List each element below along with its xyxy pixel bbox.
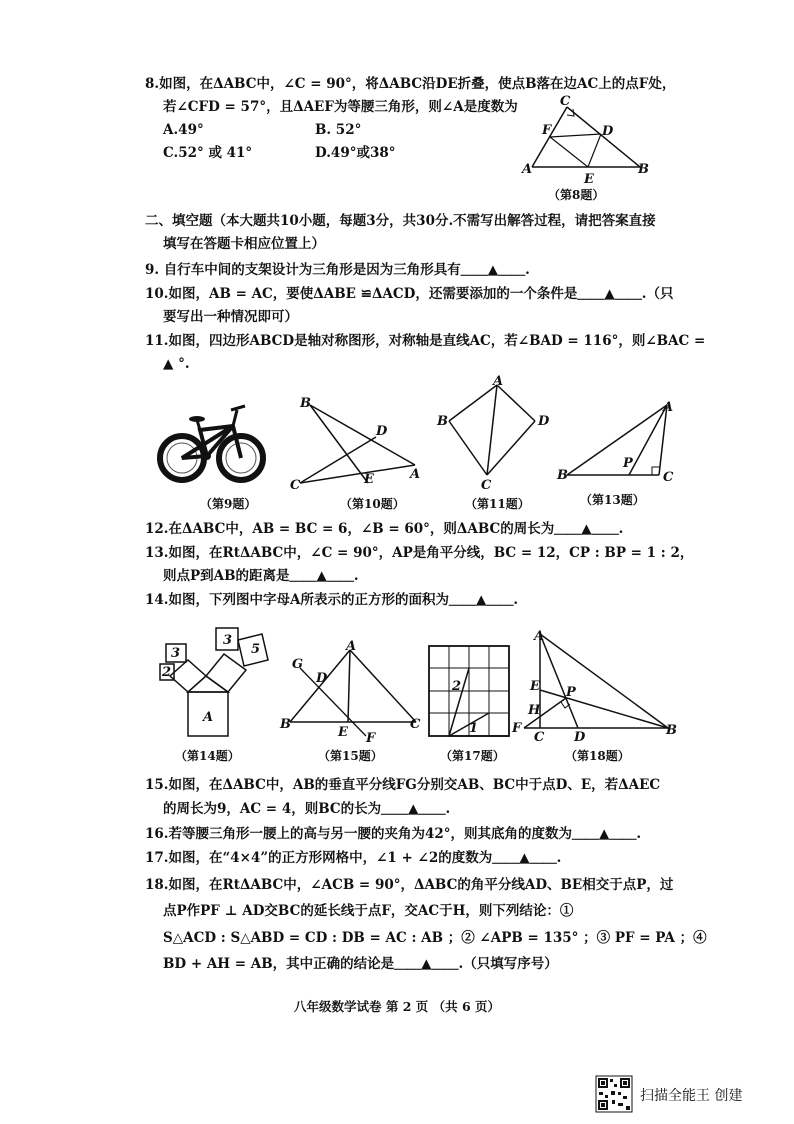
q8-label-b: B <box>638 162 649 177</box>
q15-figure <box>280 638 430 748</box>
fig18-label-p: P <box>566 685 576 700</box>
q8-figure <box>520 95 660 185</box>
fig11-label-a: A <box>493 374 504 389</box>
fig13-label-p: P <box>623 456 633 471</box>
section2-heading-cont: 填写在答题卡相应位置上） <box>163 236 325 252</box>
q8-label-a: A <box>522 162 533 177</box>
q18-line2: 点P作PF ⊥ AD交BC的延长线于点F，交AC于H，则下列结论：① <box>163 903 574 919</box>
fig18-label-f: F <box>512 721 522 736</box>
fig13-label-c: C <box>663 470 674 485</box>
qr-code-icon <box>596 1076 632 1112</box>
fig14-label-5: 5 <box>251 642 261 657</box>
q13-line2: 则点P到AB的距离是＿＿▲＿＿. <box>163 568 359 584</box>
q11-figure <box>435 374 555 493</box>
fig11-label-c: C <box>481 478 492 493</box>
scanner-watermark: 扫描全能王 创建 <box>640 1088 743 1104</box>
fig14-label-3a: 3 <box>171 646 181 661</box>
q8-label-d: D <box>602 124 614 139</box>
q8-label-c: C <box>560 94 571 109</box>
fig18-label-a: A <box>534 629 545 644</box>
fig14-label-2: 2 <box>162 665 172 680</box>
fig18-label-c: C <box>534 730 545 745</box>
fig15-label-c: C <box>410 717 421 732</box>
fig14-label-a: A <box>203 710 214 725</box>
caption-q18: （第18题） <box>565 749 630 763</box>
q8-option-b: B. 52° <box>315 122 362 138</box>
q13-line1: 13.如图，在RtΔABC中，∠C = 90°，AP是角平分线，BC = 12，CP : BP = 1 : 2， <box>145 545 694 561</box>
fig15-label-e: E <box>338 725 348 740</box>
fig10-label-b: B <box>300 396 311 411</box>
caption-q11: （第11题） <box>465 497 530 511</box>
q10-line2: 要写出一种情况即可） <box>163 309 298 325</box>
fig15-label-g: G <box>292 657 304 672</box>
q18-line4: BD + AH = AB，其中正确的结论是＿＿▲＿＿.（只填写序号） <box>163 956 558 972</box>
fig14-label-3b: 3 <box>223 633 233 648</box>
q14-text: 14.如图，下列图中字母A所表示的正方形的面积为＿＿▲＿＿. <box>145 592 519 608</box>
fig18-label-d: D <box>574 730 586 745</box>
fig11-label-b: B <box>437 414 448 429</box>
q8-line2: 若∠CFD = 57°，且ΔAEF为等腰三角形，则∠A是度数为 <box>163 99 518 115</box>
caption-q10: （第10题） <box>340 497 405 511</box>
q8-option-a: A.49° <box>163 122 204 138</box>
q12-text: 12.在ΔABC中，AB = BC = 6，∠B = 60°，则ΔABC的周长为＿＿▲＿＿. <box>145 521 624 537</box>
q11-line2: ▲ °. <box>163 356 190 372</box>
fig15-label-b: B <box>280 717 291 732</box>
q8-caption: （第8题） <box>548 188 605 202</box>
q17-text: 17.如图，在“4×4”的正方形网格中，∠1 + ∠2的度数为＿＿▲＿＿. <box>145 850 562 866</box>
fig15-label-f: F <box>366 731 376 746</box>
fig17-label-2: 2 <box>452 679 462 694</box>
q8-label-f: F <box>542 123 552 138</box>
q8-line1: 8.如图，在ΔABC中，∠C = 90°，将ΔABC沿DE折叠，使点B落在边AC上的点F处， <box>145 76 676 92</box>
q8-option-d: D.49°或38° <box>315 145 396 161</box>
fig10-label-a: A <box>410 467 421 482</box>
q16-text: 16.若等腰三角形一腰上的高与另一腰的夹角为42°，则其底角的度数为＿＿▲＿＿. <box>145 826 642 842</box>
q9-text: 9. 自行车中间的支架设计为三角形是因为三角形具有＿＿▲＿＿. <box>145 262 530 278</box>
q14-figure <box>150 620 280 745</box>
fig15-label-a: A <box>346 639 357 654</box>
page-footer: 八年级数学试卷 第 2 页 （共 6 页） <box>293 999 500 1014</box>
q11-line1: 11.如图，四边形ABCD是轴对称图形，对称轴是直线AC，若∠BAD = 116°，则∠BAC = <box>145 333 706 349</box>
fig13-label-b: B <box>557 468 568 483</box>
fig11-label-d: D <box>538 414 550 429</box>
bicycle-figure <box>155 400 265 485</box>
fig13-label-a: A <box>663 400 674 415</box>
caption-q14: （第14题） <box>175 749 240 763</box>
fig17-label-1: 1 <box>469 721 479 736</box>
caption-q15: （第15题） <box>318 749 383 763</box>
q15-line1: 15.如图，在ΔABC中，AB的垂直平分线FG分别交AB、BC中于点D、E，若ΔAEC <box>145 777 661 793</box>
fig18-label-e: E <box>530 679 540 694</box>
caption-q17: （第17题） <box>440 749 505 763</box>
fig10-label-d: D <box>376 424 388 439</box>
q17-figure <box>425 640 515 740</box>
q10-line1: 10.如图，AB = AC，要使ΔABE ≌ΔACD，还需要添加的一个条件是＿＿▲＿＿.（只 <box>145 286 674 302</box>
q8-label-e: E <box>584 172 594 187</box>
caption-q9: （第9题） <box>200 497 257 511</box>
q18-line3: S△ACD : S△ABD = CD : DB = AC : AB ；② ∠APB = 135° ；③ PF = PA ；④ <box>163 930 707 946</box>
fig10-label-c: C <box>290 478 301 493</box>
q18-figure <box>510 628 690 748</box>
q13-figure <box>555 395 685 490</box>
section2-heading: 二、填空题（本大题共10小题，每题3分，共30分.不需写出解答过程，请把答案直接 <box>145 213 656 229</box>
fig10-label-e: E <box>364 472 374 487</box>
fig15-label-d: D <box>316 671 328 686</box>
fig18-label-b: B <box>666 723 677 738</box>
q18-line1: 18.如图，在RtΔABC中，∠ACB = 90°，ΔABC的角平分线AD、BE相交于点P，过 <box>145 877 674 893</box>
q10-figure <box>290 395 430 495</box>
caption-q13: （第13题） <box>580 493 645 507</box>
fig18-label-h: H <box>528 703 541 718</box>
q15-line2: 的周长为9，AC = 4，则BC的长为＿＿▲＿＿. <box>163 801 451 817</box>
q8-option-c: C.52° 或 41° <box>163 145 253 161</box>
